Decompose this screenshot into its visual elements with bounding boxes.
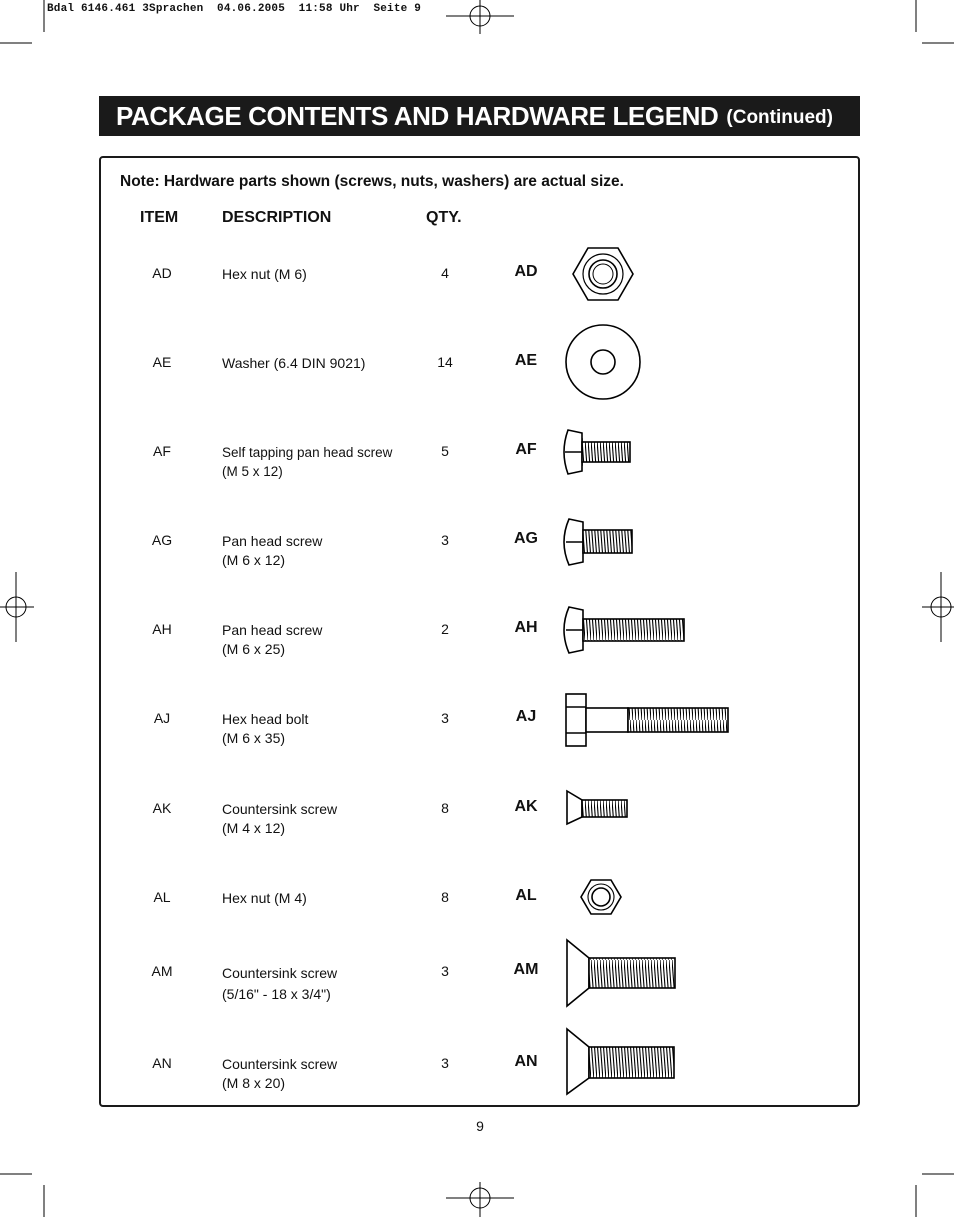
part-label: AG (514, 530, 538, 547)
item-code: AH (152, 621, 172, 637)
item-quantity: 5 (441, 443, 449, 459)
item-quantity: 8 (441, 800, 449, 816)
description-size: (M 4 x 12) (222, 820, 286, 836)
part-label: AH (514, 619, 538, 636)
item-quantity: 14 (437, 354, 453, 370)
part-label: AN (514, 1053, 538, 1070)
part-label: AK (514, 798, 538, 815)
page-subtitle: (Continued) (726, 107, 833, 128)
part-label: AE (514, 352, 538, 369)
description-line: Countersink screw (222, 801, 338, 817)
pan-head-screw-icon (564, 430, 630, 474)
page-title: PACKAGE CONTENTS AND HARDWARE LEGEND (116, 100, 719, 131)
item-quantity: 3 (441, 963, 449, 979)
item-code: AJ (153, 710, 171, 726)
item-quantity: 3 (441, 532, 449, 548)
pan-head-screw-icon (564, 607, 684, 653)
description-size: (M 6 x 12) (222, 552, 286, 568)
item-description: Washer (6.4 DIN 9021) (222, 355, 366, 371)
item-description: Hex nut (M 6) (222, 266, 307, 282)
description-size: (M 6 x 25) (222, 641, 286, 657)
countersink-screw-icon (567, 791, 627, 824)
description-line: Pan head screw (222, 622, 323, 638)
item-code: AL (153, 889, 171, 905)
column-header-description: DESCRIPTION (222, 209, 332, 226)
item-code: AE (152, 354, 172, 370)
item-code: AF (153, 443, 171, 459)
part-label: AF (515, 441, 537, 458)
part-label: AD (514, 263, 538, 280)
item-code: AK (152, 800, 172, 816)
item-code: AG (151, 532, 173, 548)
description-line: Hex head bolt (222, 711, 309, 727)
description-line: Self tapping pan head screw (222, 445, 393, 460)
item-quantity: 4 (441, 265, 449, 281)
description-size: (M 8 x 20) (222, 1075, 286, 1091)
hex-head-bolt-icon (566, 694, 728, 746)
part-label: AJ (515, 708, 537, 725)
hex-nut-icon (573, 248, 633, 300)
item-quantity: 2 (441, 621, 449, 637)
part-label: AM (513, 961, 539, 978)
item-code: AD (152, 265, 172, 281)
item-quantity: 8 (441, 889, 449, 905)
item-code: AM (151, 963, 173, 979)
pan-head-screw-icon (564, 519, 632, 565)
item-quantity: 3 (441, 710, 449, 726)
item-quantity: 3 (441, 1055, 449, 1071)
part-label: AL (515, 887, 537, 904)
column-header-qty: QTY. (426, 209, 462, 226)
description-size: (5/16" - 18 x 3/4") (222, 986, 331, 1002)
description-size: (M 5 x 12) (222, 464, 283, 479)
countersink-screw-icon (567, 940, 675, 1006)
description-line: Countersink screw (222, 1056, 338, 1072)
description-line: Pan head screw (222, 533, 323, 549)
hex-nut-icon (581, 880, 621, 914)
item-code: AN (152, 1055, 172, 1071)
page-number: 9 (476, 1118, 484, 1134)
print-slug: Bdal 6146.461 3Sprachen 04.06.2005 11:58 Uhr Seite 9 (47, 3, 422, 15)
washer-icon (566, 325, 640, 399)
description-size: (M 6 x 35) (222, 730, 286, 746)
column-header-item: ITEM (140, 209, 179, 226)
item-description: Hex nut (M 4) (222, 890, 307, 906)
countersink-screw-icon (567, 1029, 674, 1094)
actual-size-note: Note: Hardware parts shown (screws, nuts, washers) are actual size. (120, 173, 624, 190)
description-line: Countersink screw (222, 965, 338, 981)
